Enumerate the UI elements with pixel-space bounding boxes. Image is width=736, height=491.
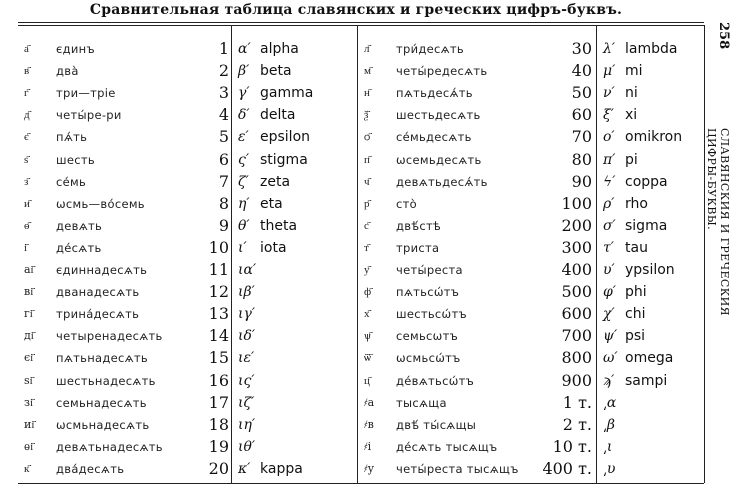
table-row	[364, 303, 594, 325]
table-row	[364, 149, 594, 171]
greek-letter-name: kappa	[260, 460, 303, 477]
greek-numeral-glyph: ͵α	[603, 394, 617, 411]
greek-letter-name: epsilon	[260, 129, 311, 146]
table-row	[24, 458, 229, 480]
table-row	[24, 325, 229, 347]
table-row	[238, 347, 355, 369]
table-row	[24, 237, 229, 259]
numeral-value: 9	[218, 215, 229, 235]
greek-letter-name: omikron	[625, 129, 683, 146]
numeral-glyph: і҃	[24, 240, 28, 254]
numeral-word: се́мь	[56, 174, 87, 189]
numeral-glyph: ві҃	[24, 285, 34, 299]
table-row	[238, 281, 355, 303]
table-row	[603, 104, 703, 126]
greek-letter-name: coppa	[625, 173, 668, 190]
table-row	[238, 38, 355, 60]
numeral-word: сто̀	[396, 196, 417, 211]
table-row	[364, 436, 594, 458]
numeral-word: тысѧща	[396, 395, 447, 410]
numeral-value: 5	[218, 127, 229, 147]
numeral-value: 10	[208, 237, 229, 257]
numeral-glyph: иі҃	[24, 417, 35, 431]
table-row	[24, 414, 229, 436]
greek-numeral-glyph: ιγ′	[238, 306, 256, 323]
table-row	[364, 193, 594, 215]
greek-numeral-glyph: ͵ι	[603, 438, 613, 455]
numeral-value: 10 т.	[552, 436, 592, 456]
table-row	[603, 259, 703, 281]
table-row	[24, 259, 229, 281]
numeral-glyph: ҂і	[364, 439, 372, 453]
numeral-value: 1 т.	[562, 392, 592, 412]
numeral-word: трина́десѧть	[56, 307, 140, 322]
numeral-glyph: в҃	[24, 64, 30, 78]
numeral-glyph: ѳі҃	[24, 439, 34, 453]
numeral-word: семьсѡтъ	[396, 329, 459, 344]
numeral-glyph: ѻ҃	[364, 130, 371, 144]
numeral-glyph: х҃	[364, 307, 370, 321]
numeral-glyph: н҃	[364, 86, 370, 100]
numeral-glyph: ҂а	[364, 395, 375, 409]
numeral-glyph: ҂в	[364, 417, 374, 431]
numeral-word: пѧтьдесѧ́ть	[396, 86, 473, 101]
greek-numeral-glyph: θ′	[238, 217, 250, 234]
numeral-glyph: ҂у	[364, 461, 375, 475]
greek-numeral-glyph: σ′	[603, 217, 616, 234]
numeral-value: 6	[218, 149, 229, 169]
greek-letter-name: phi	[625, 284, 647, 301]
table-row	[238, 171, 355, 193]
numeral-word: де́вѧтьсѡ́тъ	[396, 373, 475, 388]
numeral-value: 60	[571, 105, 592, 125]
greek-numeral-glyph: τ′	[603, 239, 614, 256]
table-row	[603, 347, 703, 369]
greek-numeral-glyph: ιζ′	[238, 394, 255, 411]
numeral-word: ѡсмьсѡ́тъ	[396, 351, 461, 366]
greek-letter-name: theta	[260, 217, 298, 234]
greek-letter-name: alpha	[260, 41, 299, 57]
numeral-word: два̀	[56, 64, 79, 79]
greek-numeral-glyph: φ′	[603, 284, 616, 301]
numeral-value: 8	[218, 193, 229, 213]
table-row	[364, 60, 594, 82]
table-row	[364, 237, 594, 259]
greek-numeral-glyph: ιε′	[238, 350, 255, 367]
greek-numeral-glyph: ιδ′	[238, 328, 256, 345]
numeral-glyph: д҃	[24, 108, 30, 122]
numeral-glyph: ѿ҃	[364, 351, 371, 365]
numeral-value: 700	[561, 326, 592, 346]
table-row	[24, 347, 229, 369]
table-row	[24, 281, 229, 303]
table-row	[603, 237, 703, 259]
numeral-value: 19	[208, 436, 229, 456]
numeral-value: 900	[561, 370, 592, 390]
table-row	[238, 215, 355, 237]
table-row	[238, 193, 355, 215]
greek-numeral-glyph: ψ′	[603, 328, 618, 345]
table-row	[603, 303, 703, 325]
numeral-value: 16	[208, 370, 229, 390]
table-row	[238, 392, 355, 414]
table-row	[364, 171, 594, 193]
table-row	[238, 303, 355, 325]
greek-numeral-glyph: ε′	[238, 129, 249, 146]
numeral-word: де́сѧть	[56, 240, 102, 255]
greek-numeral-glyph: ιβ′	[238, 284, 255, 301]
greek-numeral-glyph: μ′	[603, 63, 616, 80]
numeral-glyph: с҃	[364, 218, 369, 232]
numeral-word: де́сѧть тысѧщъ	[396, 439, 498, 454]
numeral-glyph: гі҃	[24, 307, 33, 321]
greek-letter-name: pi	[625, 151, 638, 168]
table-row	[364, 281, 594, 303]
numeral-glyph: ѕ҃	[24, 152, 29, 166]
greek-numeral-glyph: ν′	[603, 85, 615, 102]
numeral-word: се́мьдесѧть	[396, 130, 472, 145]
numeral-word: три—тріе	[56, 86, 116, 101]
numeral-glyph: у҃	[364, 263, 370, 276]
numeral-glyph: т҃	[364, 240, 369, 254]
numeral-value: 13	[208, 304, 229, 324]
numeral-word: пѧтьсѡ́тъ	[396, 285, 460, 300]
table-row	[24, 60, 229, 82]
numeral-word: ѡсмьнадесѧть	[56, 417, 150, 432]
table-right-border	[704, 25, 705, 483]
table-row	[364, 215, 594, 237]
numeral-glyph: ч҃	[364, 174, 370, 188]
table-row	[24, 126, 229, 148]
table-row	[603, 414, 703, 436]
table-row	[364, 38, 594, 60]
numeral-word: четыренадесѧть	[56, 329, 163, 344]
numeral-glyph: к҃	[24, 461, 30, 475]
numeral-word: шестьсѡ́тъ	[396, 307, 467, 322]
table-row	[364, 392, 594, 414]
numeral-glyph: аі҃	[24, 263, 34, 276]
numeral-word: шесть	[56, 152, 95, 167]
greek-letter-name: omega	[625, 350, 674, 367]
greek-numeral-glyph: υ′	[603, 262, 615, 278]
numeral-value: 50	[571, 83, 592, 103]
numeral-word: семьнадесѧть	[56, 395, 147, 410]
table-row	[603, 392, 703, 414]
numeral-word: шестьнадесѧть	[56, 373, 156, 388]
numeral-glyph: ді҃	[24, 329, 34, 343]
numeral-glyph: є҃	[24, 130, 29, 144]
column-divider	[596, 25, 597, 483]
greek-letter-name: ni	[625, 85, 638, 102]
numeral-glyph: п҃	[364, 152, 370, 166]
table-row	[603, 325, 703, 347]
numeral-value: 12	[208, 282, 229, 302]
table-row	[24, 82, 229, 104]
numeral-value: 4	[218, 105, 229, 125]
table-row	[364, 347, 594, 369]
table-row	[238, 458, 355, 480]
greek-numeral-glyph: ͵υ	[603, 460, 616, 477]
greek-letter-name: ypsilon	[625, 262, 675, 278]
table-row	[238, 237, 355, 259]
table-row	[603, 370, 703, 392]
table-row	[603, 60, 703, 82]
numeral-word: дванадесѧть	[56, 285, 140, 300]
running-side-header: СЛАВЯНСКИЯ И ГРЕЧЕСКИЯ ЦИФРЫ-БУКВЫ.	[705, 128, 731, 316]
greek-letter-name: sigma	[625, 217, 668, 234]
numeral-word: четы́редесѧть	[396, 64, 488, 79]
numeral-word: двѣ́ ты́сѧщы	[396, 417, 477, 432]
greek-numeral-glyph: δ′	[238, 107, 250, 124]
table-row	[24, 392, 229, 414]
page-title: Сравнительная таблица славянских и греческих цифръ-буквъ.	[89, 2, 623, 18]
numeral-word: єдиннадесѧть	[56, 263, 148, 277]
numeral-value: 3	[218, 83, 229, 103]
numeral-word: пѧтьнадесѧть	[56, 351, 149, 366]
numeral-word: пѧ́ть	[56, 130, 88, 145]
greek-numeral-glyph: ις′	[238, 372, 255, 389]
numeral-value: 18	[208, 414, 229, 434]
table-row	[24, 303, 229, 325]
greek-letter-name: zeta	[260, 173, 291, 190]
numeral-glyph: г҃	[24, 86, 29, 100]
table-row	[24, 149, 229, 171]
numeral-word: ѡсмь—во́семь	[56, 196, 145, 211]
numeral-glyph: а҃	[24, 42, 29, 55]
numeral-glyph: и҃	[24, 196, 30, 210]
numeral-value: 200	[561, 215, 592, 235]
table-row	[238, 259, 355, 281]
numeral-word: єдинъ	[56, 42, 95, 56]
greek-numeral-glyph: ξ′	[603, 107, 614, 124]
table-row	[238, 436, 355, 458]
table-row	[364, 325, 594, 347]
table-row	[364, 104, 594, 126]
greek-numeral-glyph: ͵β	[603, 416, 615, 433]
table-top-rule	[18, 22, 704, 23]
numeral-glyph: зі҃	[24, 395, 34, 409]
greek-letter-name: psi	[625, 328, 646, 345]
table-row	[24, 171, 229, 193]
numeral-value: 17	[208, 392, 229, 412]
table-row	[238, 325, 355, 347]
numeral-word: шестьдесѧть	[396, 108, 481, 123]
greek-letter-name: mi	[625, 63, 643, 80]
numeral-word: ѡсемьдесѧть	[396, 152, 482, 167]
numeral-value: 300	[561, 237, 592, 257]
numeral-value: 400 т.	[542, 458, 592, 478]
greek-letter-name: sampi	[625, 372, 668, 389]
numeral-value: 100	[561, 193, 592, 213]
greek-numeral-glyph: π′	[603, 151, 616, 168]
greek-letter-name: eta	[260, 195, 283, 212]
table-row	[603, 171, 703, 193]
numeral-word: девѧть	[56, 218, 103, 233]
greek-numeral-glyph: ρ′	[603, 195, 615, 212]
table-row	[238, 60, 355, 82]
greek-numeral-glyph: χ′	[603, 306, 615, 323]
table-row	[24, 38, 229, 60]
greek-numeral-glyph: ϡ′	[603, 372, 615, 389]
table-row	[238, 126, 355, 148]
numeral-value: 30	[571, 39, 592, 58]
table-row	[24, 370, 229, 392]
numeral-value: 15	[208, 348, 229, 368]
numeral-glyph: м҃	[364, 64, 371, 78]
numeral-value: 7	[218, 171, 229, 191]
table-row	[603, 82, 703, 104]
numeral-word: триста	[396, 240, 440, 255]
greek-numeral-glyph: α′	[238, 41, 251, 57]
page-number: 258	[716, 22, 731, 50]
greek-letter-name: delta	[260, 107, 296, 124]
numeral-word: четы́реста	[396, 263, 463, 277]
greek-letter-name: chi	[625, 306, 646, 323]
table-row	[364, 458, 594, 480]
greek-letter-name: tau	[625, 239, 648, 256]
greek-letter-name: gamma	[260, 85, 314, 102]
table-row	[603, 193, 703, 215]
greek-numeral-glyph: ιθ′	[238, 438, 256, 455]
table-top-rule-2	[18, 25, 704, 26]
table-row	[364, 259, 594, 281]
numeral-glyph: ц҃	[364, 373, 370, 387]
numeral-word: четы́реста тысѧщъ	[396, 461, 519, 476]
numeral-value: 90	[571, 171, 592, 191]
greek-numeral-glyph: β′	[238, 63, 250, 80]
numeral-value: 80	[571, 149, 592, 169]
greek-letter-name: rho	[625, 195, 648, 212]
numeral-value: 11	[208, 260, 229, 279]
numeral-word: двѣ́стѣ	[396, 218, 442, 233]
table-row	[603, 126, 703, 148]
table-row	[24, 215, 229, 237]
table-row	[238, 370, 355, 392]
numeral-value: 2	[218, 61, 229, 81]
greek-numeral-glyph: ι′	[238, 239, 247, 256]
table-row	[603, 215, 703, 237]
table-row	[24, 193, 229, 215]
numeral-word: два́десѧть	[56, 461, 125, 476]
greek-letter-name: iota	[260, 239, 287, 256]
greek-numeral-glyph: ο′	[603, 129, 615, 146]
greek-numeral-glyph: κ′	[238, 460, 251, 477]
table-row	[364, 126, 594, 148]
table-row	[24, 104, 229, 126]
numeral-value: 400	[561, 260, 592, 279]
numeral-glyph: ѯ҃	[364, 108, 369, 122]
numeral-glyph: єі҃	[24, 351, 34, 365]
numeral-word: четы́ре-ри	[56, 108, 122, 123]
numeral-glyph: ф҃	[364, 285, 372, 299]
greek-numeral-glyph: ιη′	[238, 416, 256, 433]
numeral-value: 800	[561, 348, 592, 368]
column-divider	[231, 25, 232, 483]
table-row	[603, 149, 703, 171]
greek-numeral-glyph: ζ′	[238, 173, 249, 190]
greek-letter-name: beta	[260, 63, 292, 80]
numeral-glyph: ѳ҃	[24, 218, 30, 232]
greek-numeral-glyph: ς′	[238, 151, 250, 168]
table-bottom-rule	[18, 483, 704, 484]
numeral-glyph: р҃	[364, 196, 370, 210]
numeral-value: 1	[218, 39, 229, 58]
table-row	[603, 458, 703, 480]
numeral-value: 600	[561, 304, 592, 324]
column-divider	[357, 25, 358, 483]
greek-letter-name: lambda	[625, 41, 678, 57]
table-row	[238, 82, 355, 104]
table-row	[24, 436, 229, 458]
greek-numeral-glyph: λ′	[603, 41, 616, 57]
table-row	[238, 149, 355, 171]
numeral-word: три́десѧть	[396, 42, 465, 56]
numeral-glyph: ѕі҃	[24, 373, 33, 387]
numeral-value: 500	[561, 282, 592, 302]
table-row	[364, 82, 594, 104]
numeral-glyph: л҃	[364, 42, 370, 55]
numeral-value: 14	[208, 326, 229, 346]
greek-numeral-glyph: γ′	[238, 85, 250, 102]
greek-numeral-glyph: ϟ′	[603, 173, 616, 190]
numeral-value: 70	[571, 127, 592, 147]
greek-letter-name: xi	[625, 107, 638, 124]
table-row	[238, 104, 355, 126]
table-row	[364, 414, 594, 436]
numeral-word: девѧтьнадесѧть	[56, 439, 163, 454]
table-row	[603, 281, 703, 303]
greek-letter-name: stigma	[260, 151, 308, 168]
table-row	[603, 38, 703, 60]
numeral-value: 40	[571, 61, 592, 81]
greek-numeral-glyph: ια′	[238, 262, 257, 278]
numeral-value: 20	[208, 458, 229, 478]
table-row	[238, 414, 355, 436]
numeral-word: девѧтьдесѧ́ть	[396, 174, 488, 189]
numeral-glyph: з҃	[24, 174, 29, 188]
greek-numeral-glyph: η′	[238, 195, 250, 212]
table-row	[603, 436, 703, 458]
greek-numeral-glyph: ω′	[603, 350, 618, 367]
table-row	[364, 370, 594, 392]
numeral-glyph: ѱ҃	[364, 329, 371, 343]
numeral-value: 2 т.	[562, 414, 592, 434]
